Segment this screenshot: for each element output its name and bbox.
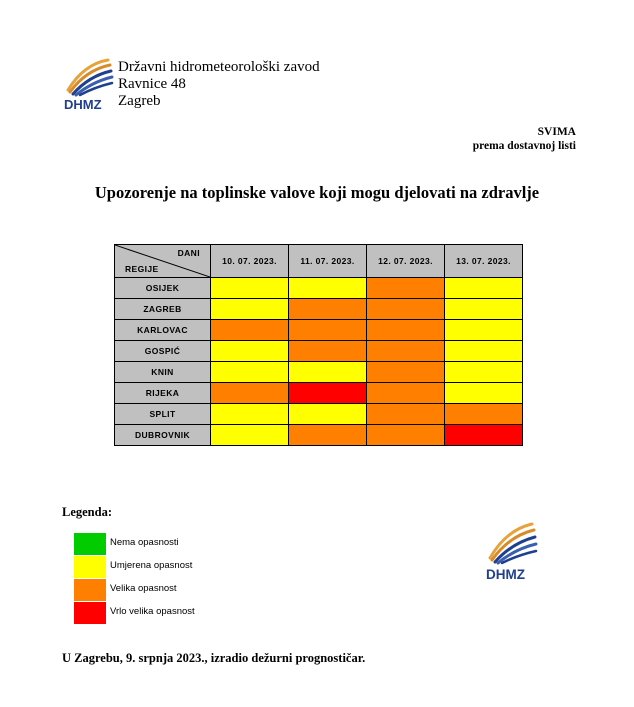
region-name: GOSPIĆ xyxy=(115,341,211,362)
table-corner xyxy=(115,245,211,278)
warning-cell xyxy=(445,362,523,383)
warning-cell xyxy=(211,404,289,425)
warning-cell xyxy=(289,362,367,383)
warning-cell xyxy=(367,383,445,404)
legend-swatch xyxy=(74,533,106,555)
table-row xyxy=(115,383,523,404)
table-header-row xyxy=(115,245,523,278)
region-name: OSIJEK xyxy=(115,278,211,299)
table-row xyxy=(115,299,523,320)
dhmz-logo xyxy=(62,54,114,112)
heatwave-warning-table xyxy=(114,244,523,446)
warning-cell xyxy=(367,425,445,446)
legend-swatch xyxy=(74,556,106,578)
warning-cell xyxy=(211,341,289,362)
warning-cell xyxy=(289,404,367,425)
days-label: DANI xyxy=(177,248,200,258)
warning-cell xyxy=(445,383,523,404)
warning-cell xyxy=(367,404,445,425)
warning-cell xyxy=(289,383,367,404)
warning-cell xyxy=(445,278,523,299)
warning-cell xyxy=(367,299,445,320)
logo-text: DHMZ xyxy=(64,97,102,112)
dhmz-logo-bottom xyxy=(484,518,538,582)
date-header: 11. 07. 2023. xyxy=(289,245,367,278)
region-name: DUBROVNIK xyxy=(115,425,211,446)
warning-cell xyxy=(445,320,523,341)
table-row xyxy=(115,341,523,362)
recipients-line2: prema dostavnoj listi xyxy=(472,140,576,152)
warning-cell xyxy=(367,341,445,362)
date-header: 12. 07. 2023. xyxy=(367,245,445,278)
warning-cell xyxy=(289,341,367,362)
legend-swatch xyxy=(74,602,106,624)
footer-signature: U Zagrebu, 9. srpnja 2023., izradio dežurni prognostičar. xyxy=(62,651,366,665)
table-row xyxy=(115,278,523,299)
region-name: RIJEKA xyxy=(115,383,211,404)
org-name: Državni hidrometeorološki zavod xyxy=(118,59,320,75)
warning-cell xyxy=(211,299,289,320)
warning-cell xyxy=(211,278,289,299)
warning-cell xyxy=(445,425,523,446)
warning-cell xyxy=(211,362,289,383)
warning-cell xyxy=(445,299,523,320)
table-row xyxy=(115,320,523,341)
warning-cell xyxy=(289,425,367,446)
logo-text: DHMZ xyxy=(486,567,525,582)
warning-cell xyxy=(445,341,523,362)
legend-label: Umjerena opasnost xyxy=(110,560,193,571)
dhmz-logo-icon xyxy=(62,54,114,112)
warning-cell xyxy=(289,299,367,320)
region-name: ZAGREB xyxy=(115,299,211,320)
warning-cell xyxy=(211,425,289,446)
document-title: Upozorenje na toplinske valove koji mogu djelovati na zdravlje xyxy=(94,183,540,202)
dhmz-logo-icon xyxy=(484,518,538,582)
warning-cell xyxy=(367,278,445,299)
warning-cell xyxy=(289,278,367,299)
org-city: Zagreb xyxy=(118,93,161,109)
region-name: SPLIT xyxy=(115,404,211,425)
table-row xyxy=(115,404,523,425)
warning-cell xyxy=(211,320,289,341)
warning-cell xyxy=(289,320,367,341)
legend-label: Nema opasnosti xyxy=(110,537,179,548)
table-row xyxy=(115,362,523,383)
legend-label: Velika opasnost xyxy=(110,583,177,594)
warning-cell xyxy=(367,320,445,341)
recipients-line1: SVIMA xyxy=(537,126,576,138)
org-address: Ravnice 48 xyxy=(118,76,186,92)
legend-label: Vrlo velika opasnost xyxy=(110,606,195,617)
organization-info xyxy=(118,59,320,110)
region-name: KARLOVAC xyxy=(115,320,211,341)
regions-label: REGIJE xyxy=(125,264,159,274)
legend-swatch xyxy=(74,579,106,601)
table-row xyxy=(115,425,523,446)
warning-cell xyxy=(445,404,523,425)
warning-cell xyxy=(211,383,289,404)
date-header: 10. 07. 2023. xyxy=(211,245,289,278)
legend-title: Legenda: xyxy=(62,505,112,519)
recipients xyxy=(473,125,576,153)
warning-cell xyxy=(367,362,445,383)
date-header: 13. 07. 2023. xyxy=(445,245,523,278)
region-name: KNIN xyxy=(115,362,211,383)
